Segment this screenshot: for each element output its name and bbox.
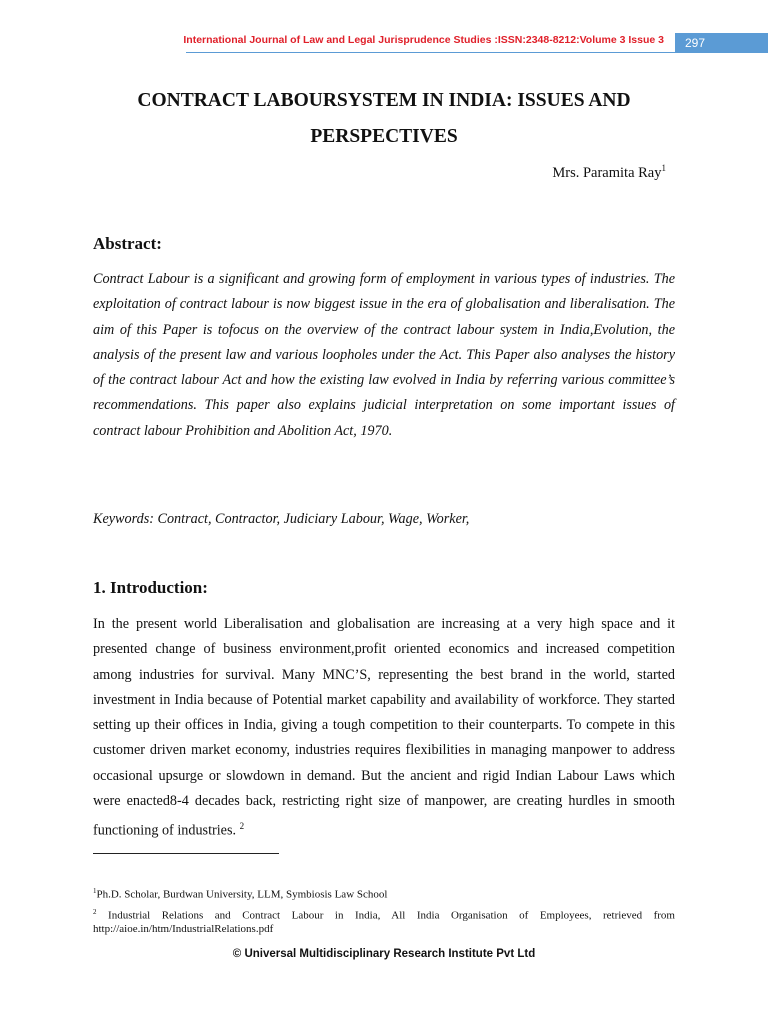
- footnote-2-text: Industrial Relations and Contract Labour in India, All India Organisation of Employees, retrieved from http://aioe.in/htm/IndustrialRelations.pdf: [93, 909, 675, 935]
- author-line: [552, 163, 666, 182]
- intro-footnote-mark: 2: [239, 821, 245, 832]
- introduction-heading: 1. Introduction:: [93, 578, 208, 597]
- footnote-1-text: Ph.D. Scholar, Burdwan University, LLM, Symbiosis Law School: [96, 888, 388, 901]
- footnote-rule: [93, 853, 279, 854]
- author-name: Mrs. Paramita Ray: [552, 164, 662, 181]
- title-line-2: PERSPECTIVES: [310, 126, 458, 147]
- author-footnote-mark: 1: [661, 163, 666, 173]
- paper-title: [93, 83, 675, 155]
- introduction-text: In the present world Liberalisation and globalisation are increasing at a very high space and it presented change of business environment,profit oriented economics and increased competition among industries for survival. Many MNC’S, representing the best brand in the world, started investment in India because of Potential market capability and availability of workforce. They started setting up their offices in India, giving a tough competition to their counterparts. To compete in this customer driven market economy, industries requires flexibilities in managing manpower to address occasional upsurge or slowdown in demand. But the ancient and rigid Indian Labour Laws which were enacted8-4 decades back, restricting right size of manpower, are creating hurdles in smooth functioning of industries.: [93, 616, 675, 840]
- introduction-body: [93, 612, 675, 844]
- title-line-1: CONTRACT LABOURSYSTEM IN INDIA: ISSUES AND: [137, 90, 631, 111]
- journal-header: International Journal of Law and Legal Jurisprudence Studies :ISSN:2348-8212:Volume 3 Issue 3: [183, 34, 664, 46]
- header-rule: [186, 52, 675, 53]
- footnote-2-mark: 2: [93, 908, 97, 916]
- footnote-1: [93, 885, 675, 902]
- footnote-2: [93, 906, 675, 936]
- footnote-1-mark: 1: [93, 887, 97, 895]
- copyright-footer: © Universal Multidisciplinary Research Institute Pvt Ltd: [232, 948, 536, 960]
- abstract-body: Contract Labour is a significant and growing form of employment in various types of industries. The exploitation of contract labour is now biggest issue in the era of globalisation and liberalisation. The aim of this Paper is tofocus on the overview of the contract labour system in India,Evolution, the analysis of the present law and various loopholes under the Act. This Paper also analyses the history of the contract labour Act and how the existing law evolved in India by referring various committee’s recommendations. This paper also explains judicial interpretation on some important issues of contract labour Prohibition and Abolition Act, 1970.: [93, 271, 675, 439]
- page-number-badge: 297: [675, 33, 768, 53]
- abstract-heading: Abstract:: [93, 234, 162, 253]
- keywords: Keywords: Contract, Contractor, Judiciary Labour, Wage, Worker,: [93, 511, 470, 527]
